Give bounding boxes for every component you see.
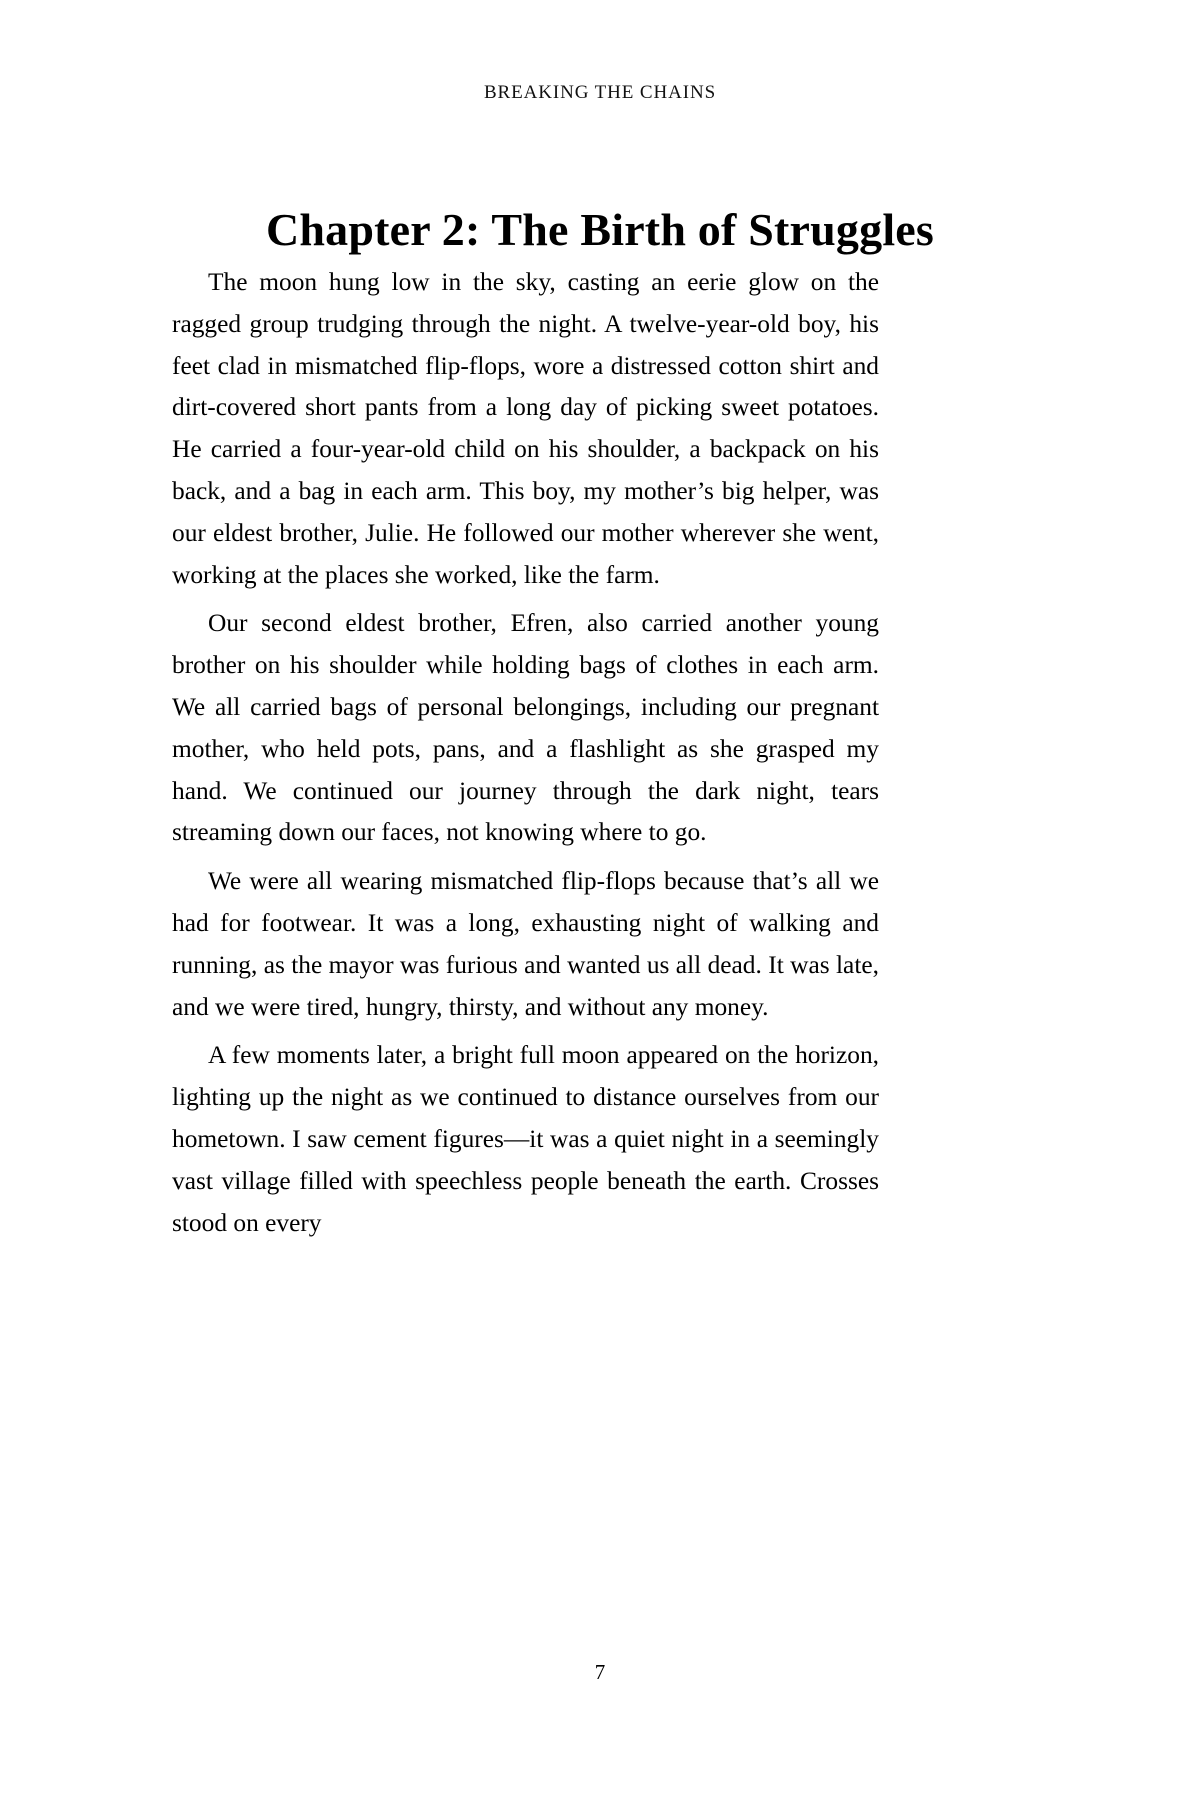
body-text-column bbox=[172, 262, 879, 1244]
paragraph: The moon hung low in the sky, casting an eerie glow on the ragged group trudging through the night. A twelve-year-old boy, his feet clad in mismatched flip-flops, wore a distressed cotton shirt and dirt-covered short pants from a long day of picking sweet potatoes. He carried a four-year-old child on his shoulder, a backpack on his back, and a bag in each arm. This boy, my mother’s big helper, was our eldest brother, Julie. He followed our mother wherever she went, working at the places she worked, like the farm. bbox=[172, 268, 879, 589]
page-number: 7 bbox=[594, 1660, 606, 1684]
running-header: BREAKING THE CHAINS bbox=[483, 82, 717, 103]
paragraph: We were all wearing mismatched flip-flops because that’s all we had for footwear. It was a long, exhausting night of walking and running, as the mayor was furious and wanted us all dead. It was late, and we were tired, hungry, thirsty, and without any money. bbox=[172, 867, 879, 1021]
paragraph: A few moments later, a bright full moon appeared on the horizon, lighting up the night as we continued to distance ourselves from our hometown. I saw cement figures—it was a quiet night in a seemingly vast village filled with speechless people beneath the earth. Crosses stood on every bbox=[172, 1041, 879, 1237]
paragraph: Our second eldest brother, Efren, also carried another young brother on his shoulder while holding bags of clothes in each arm. We all carried bags of personal belongings, including our pregnant mother, who held pots, pans, and a flashlight as she grasped my hand. We continued our journey through the dark night, tears streaming down our faces, not knowing where to go. bbox=[172, 609, 879, 847]
page-title: Chapter 2: The Birth of Struggles bbox=[265, 203, 935, 255]
